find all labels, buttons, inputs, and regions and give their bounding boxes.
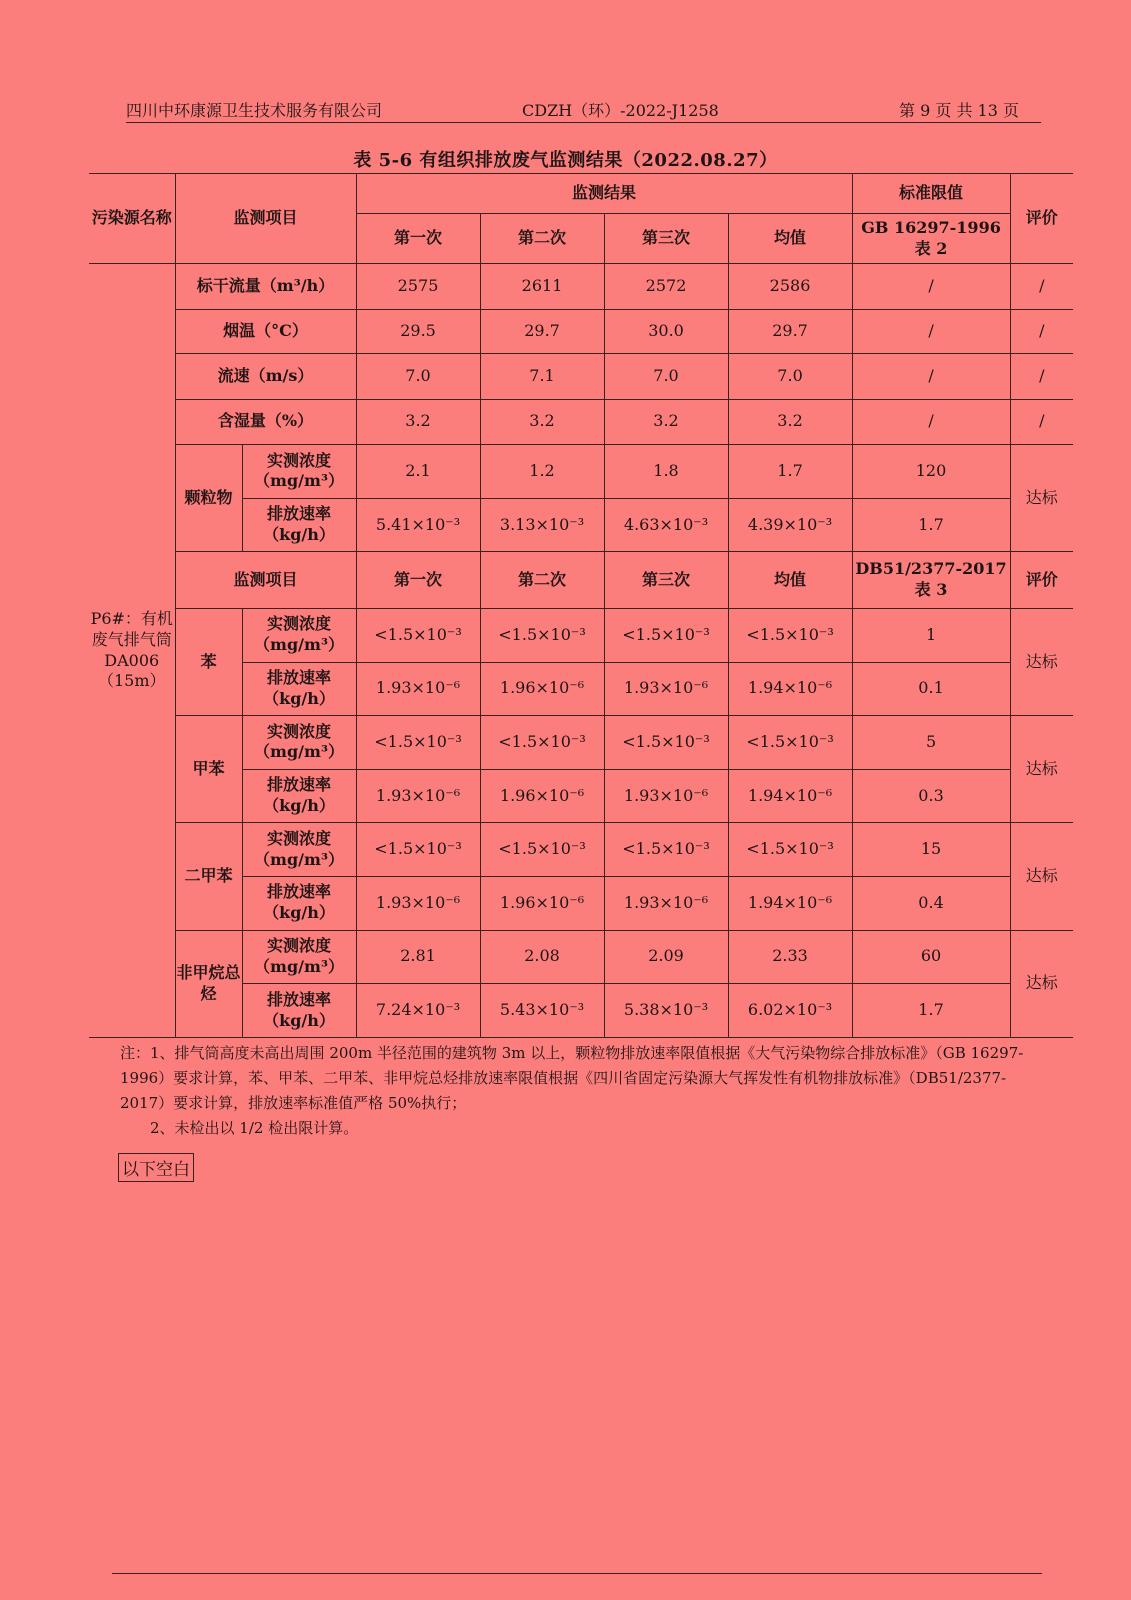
- cell-run1: <1.5×10⁻³: [356, 823, 480, 877]
- cell-mean: 2.33: [728, 930, 852, 984]
- subheader-item: 监测项目: [175, 552, 356, 609]
- cell-eval: 达标: [1010, 716, 1073, 823]
- note-2: 2、未检出以 1/2 检出限计算。: [150, 1119, 359, 1137]
- header-report-code: CDZH（环）-2022-J1258: [522, 101, 719, 120]
- table-row: [89, 716, 1073, 770]
- row-item: 标干流量（m³/h）: [175, 264, 356, 310]
- cell-run1: 1.93×10⁻⁶: [356, 876, 480, 930]
- cell-run3: 5.38×10⁻³: [604, 984, 728, 1038]
- measure-label: 排放速率（kg/h）: [242, 769, 356, 823]
- table-row: [89, 309, 1073, 354]
- cell-run1: 29.5: [356, 309, 480, 354]
- run3-header: 第三次: [604, 214, 728, 264]
- table-row: [89, 264, 1073, 310]
- cell-run3: 1.93×10⁻⁶: [604, 662, 728, 716]
- measure-label: 排放速率（kg/h）: [242, 984, 356, 1038]
- source-name: P6#：有机废气排气筒DA006（15m）: [89, 264, 175, 1038]
- cell-limit: 0.1: [852, 662, 1010, 716]
- cell-run1: <1.5×10⁻³: [356, 608, 480, 662]
- cell-mean: 1.94×10⁻⁶: [728, 876, 852, 930]
- measure-label: 排放速率（kg/h）: [242, 876, 356, 930]
- cell-run3: 2.09: [604, 930, 728, 984]
- cell-run3: <1.5×10⁻³: [604, 823, 728, 877]
- row-item: 烟温（°C）: [175, 309, 356, 354]
- cell-mean: 3.2: [728, 399, 852, 445]
- footer-divider: [112, 1573, 1042, 1574]
- header-page-info: 第 9 页 共 13 页: [899, 101, 1019, 120]
- run1-header: 第一次: [356, 214, 480, 264]
- cell-run3: 7.0: [604, 354, 728, 400]
- pollutant-name: 二甲苯: [175, 823, 242, 930]
- mean-header: 均值: [728, 214, 852, 264]
- cell-run3: 1.8: [604, 445, 728, 499]
- cell-run1: 2575: [356, 264, 480, 310]
- cell-eval: 达标: [1010, 445, 1073, 552]
- cell-run3: <1.5×10⁻³: [604, 716, 728, 770]
- cell-mean: 7.0: [728, 354, 852, 400]
- table-row: [89, 354, 1073, 400]
- cell-run3: <1.5×10⁻³: [604, 608, 728, 662]
- cell-limit: /: [852, 264, 1010, 310]
- cell-run2: 7.1: [480, 354, 604, 400]
- cell-run3: 3.2: [604, 399, 728, 445]
- cell-run2: 3.2: [480, 399, 604, 445]
- cell-limit: /: [852, 399, 1010, 445]
- page-header: [126, 96, 1041, 123]
- cell-mean: <1.5×10⁻³: [728, 608, 852, 662]
- eval-header: 评价: [1010, 552, 1073, 609]
- cell-mean: 1.94×10⁻⁶: [728, 769, 852, 823]
- cell-limit: 60: [852, 930, 1010, 984]
- table-row: [89, 930, 1073, 984]
- run2-header: 第二次: [480, 552, 604, 609]
- cell-run2: 3.13×10⁻³: [480, 498, 604, 552]
- cell-run1: 2.81: [356, 930, 480, 984]
- header-company: 四川中环康源卫生技术服务有限公司: [126, 101, 383, 120]
- cell-mean: <1.5×10⁻³: [728, 823, 852, 877]
- cell-run1: <1.5×10⁻³: [356, 716, 480, 770]
- cell-run2: <1.5×10⁻³: [480, 716, 604, 770]
- table-row: [89, 445, 1073, 499]
- item-header: 监测项目: [175, 174, 356, 264]
- cell-eval: /: [1010, 309, 1073, 354]
- cell-limit: /: [852, 309, 1010, 354]
- cell-mean: 6.02×10⁻³: [728, 984, 852, 1038]
- table-notes: [120, 1041, 1050, 1141]
- measure-label: 实测浓度（mg/m³）: [242, 823, 356, 877]
- run2-header: 第二次: [480, 214, 604, 264]
- measure-label: 实测浓度（mg/m³）: [242, 930, 356, 984]
- cell-run3: 4.63×10⁻³: [604, 498, 728, 552]
- standard2-header: DB51/2377-2017 表 3: [852, 552, 1010, 609]
- cell-mean: 2586: [728, 264, 852, 310]
- table-row: [89, 608, 1073, 662]
- cell-limit: 0.3: [852, 769, 1010, 823]
- cell-run2: 29.7: [480, 309, 604, 354]
- cell-eval: /: [1010, 264, 1073, 310]
- cell-run2: 1.2: [480, 445, 604, 499]
- measure-label: 实测浓度（mg/m³）: [242, 608, 356, 662]
- cell-limit: 1.7: [852, 984, 1010, 1038]
- cell-eval: 达标: [1010, 930, 1073, 1037]
- monitoring-results-table: [89, 173, 1073, 1038]
- cell-run3: 1.93×10⁻⁶: [604, 769, 728, 823]
- cell-run2: 2611: [480, 264, 604, 310]
- cell-run1: 1.93×10⁻⁶: [356, 662, 480, 716]
- blank-below-stamp: 以下空白: [118, 1153, 194, 1182]
- cell-limit: 5: [852, 716, 1010, 770]
- cell-eval: /: [1010, 354, 1073, 400]
- measure-label: 排放速率（kg/h）: [242, 662, 356, 716]
- note-1: 注：1、排气筒高度未高出周围 200m 半径范围的建筑物 3m 以上，颗粒物排放速率限值根据《大气污染物综合排放标准》（GB 16297-1996）要求计算，苯、甲苯、二甲苯、非甲烷总烃排放速率限值根据《四川省固定污染源大气挥发性有机物排放标准》（DB51/2377-2017）要求计算，排放速率标准值严格 50%执行；: [120, 1044, 1024, 1112]
- cell-run1: 2.1: [356, 445, 480, 499]
- cell-mean: <1.5×10⁻³: [728, 716, 852, 770]
- cell-run2: 5.43×10⁻³: [480, 984, 604, 1038]
- cell-limit: /: [852, 354, 1010, 400]
- cell-limit: 1.7: [852, 498, 1010, 552]
- row-item: 含湿量（%）: [175, 399, 356, 445]
- cell-run1: 7.24×10⁻³: [356, 984, 480, 1038]
- run1-header: 第一次: [356, 552, 480, 609]
- eval-header: 评价: [1010, 174, 1073, 264]
- pollutant-name: 甲苯: [175, 716, 242, 823]
- pollutant-name: 颗粒物: [175, 445, 242, 552]
- results-header: 监测结果: [356, 174, 852, 214]
- pollutant-name: 苯: [175, 608, 242, 715]
- cell-run3: 2572: [604, 264, 728, 310]
- row-item: 流速（m/s）: [175, 354, 356, 400]
- cell-mean: 1.94×10⁻⁶: [728, 662, 852, 716]
- cell-run1: 5.41×10⁻³: [356, 498, 480, 552]
- header-row: [89, 174, 1073, 214]
- standard1-header: GB 16297-1996 表 2: [852, 214, 1010, 264]
- cell-mean: 4.39×10⁻³: [728, 498, 852, 552]
- cell-run2: <1.5×10⁻³: [480, 823, 604, 877]
- pollutant-name: 非甲烷总烃: [175, 930, 242, 1037]
- cell-run2: 1.96×10⁻⁶: [480, 876, 604, 930]
- cell-run3: 1.93×10⁻⁶: [604, 876, 728, 930]
- cell-limit: 120: [852, 445, 1010, 499]
- cell-run3: 30.0: [604, 309, 728, 354]
- cell-eval: 达标: [1010, 608, 1073, 715]
- cell-run2: 1.96×10⁻⁶: [480, 769, 604, 823]
- subheader-row: [89, 552, 1073, 609]
- table-row: [89, 399, 1073, 445]
- run3-header: 第三次: [604, 552, 728, 609]
- cell-run2: 2.08: [480, 930, 604, 984]
- cell-run1: 3.2: [356, 399, 480, 445]
- cell-limit: 0.4: [852, 876, 1010, 930]
- cell-eval: 达标: [1010, 823, 1073, 930]
- limit-header: 标准限值: [852, 174, 1010, 214]
- source-header: 污染源名称: [89, 174, 175, 264]
- cell-run2: 1.96×10⁻⁶: [480, 662, 604, 716]
- cell-mean: 1.7: [728, 445, 852, 499]
- cell-run1: 7.0: [356, 354, 480, 400]
- table-title: 表 5-6 有组织排放废气监测结果（2022.08.27）: [353, 150, 778, 171]
- measure-label: 实测浓度（mg/m³）: [242, 716, 356, 770]
- measure-label: 实测浓度（mg/m³）: [242, 445, 356, 499]
- cell-run1: 1.93×10⁻⁶: [356, 769, 480, 823]
- cell-run2: <1.5×10⁻³: [480, 608, 604, 662]
- cell-mean: 29.7: [728, 309, 852, 354]
- cell-limit: 1: [852, 608, 1010, 662]
- mean-header: 均值: [728, 552, 852, 609]
- cell-limit: 15: [852, 823, 1010, 877]
- table-row: [89, 823, 1073, 877]
- measure-label: 排放速率（kg/h）: [242, 498, 356, 552]
- cell-eval: /: [1010, 399, 1073, 445]
